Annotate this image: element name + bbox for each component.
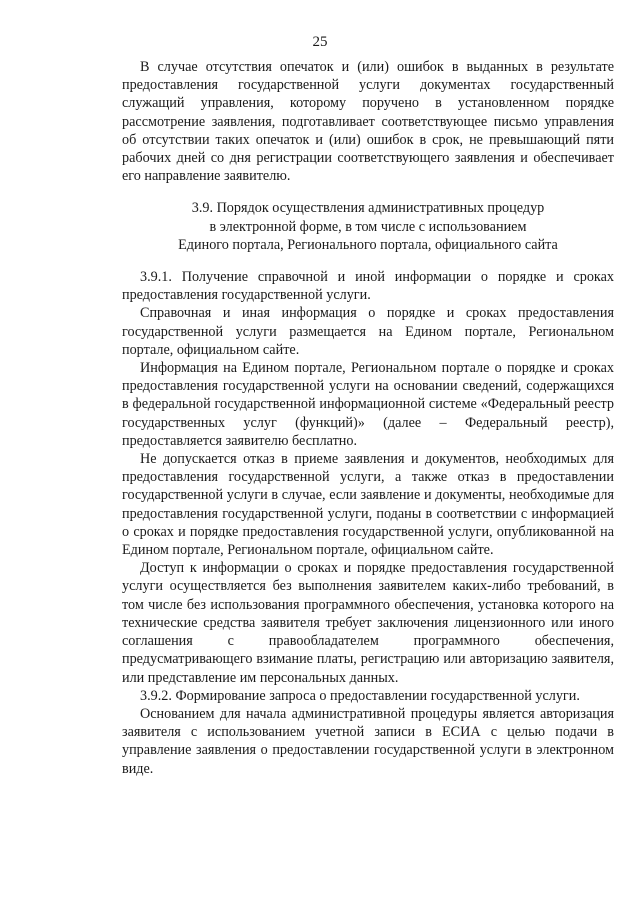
section-heading: [122, 199, 614, 254]
paragraph-portal-info: Информация на Едином портале, Региональном портале о порядке и сроках предоставления государственной услуги на основании сведений, содержащихся в федеральной государственной информационной системе «Федеральный реестр государственных услуг (функций)» (далее – Федеральный реестр), предоставляется заявителю бесплатно.: [122, 360, 614, 449]
paragraph-access: Доступ к информации о сроках и порядке предоставления государственной услуги осуществляется без выполнения заявителем каких-либо требований, в том числе без использования программного обеспечения, установка которого на технические средства заявителя требует заключения лицензионного или иного соглашения с правообладателем программного обеспечения, предусматривающего взимание платы, регистрацию или авторизацию заявителя, или представление им персональных данных.: [122, 560, 614, 686]
paragraph-basis: Основанием для начала административной процедуры является авторизация заявителя с использованием учетной записи в ЕСИА с целью подачи в управление заявления о предоставлении государственной услуги в электронном виде.: [122, 705, 614, 777]
heading-line-3: Единого портала, Регионального портала, официального сайта: [178, 236, 558, 253]
paragraph-3-9-1: 3.9.1. Получение справочной и иной информации о порядке и сроках предоставления государственной услуги.: [122, 269, 614, 304]
paragraph-no-refusal: Не допускается отказ в приеме заявления и документов, необходимых для предоставления государственной услуги, а также отказ в предоставлении государственной услуги в случае, если заявление и документы, необходимые для предоставления государственной услуги, поданы в соответствии с информацией о сроках и порядке предоставления государственной услуги, опубликованной на Едином портале, Региональном портале, официальном сайте.: [122, 451, 614, 559]
heading-line-1: 3.9. Порядок осуществления административных процедур: [191, 200, 545, 217]
paragraph-typo-response: В случае отсутствия опечаток и (или) ошибок в выданных в результате предоставления государственной услуги документах государственный служащий управления, которому поручено в установленном порядке рассмотрение заявления, подготавливает соответствующее письмо управления об отсутствии таких опечаток и (или) ошибок в срок, не превышающий пяти рабочих дней со дня регистрации соответствующего заявления и обеспечивает его направление заявителю.: [122, 59, 614, 185]
document-body: [122, 58, 614, 778]
page-number: 25: [312, 34, 328, 50]
heading-line-2: в электронной форме, в том числе с использованием: [209, 218, 527, 235]
paragraph-3-9-2: 3.9.2. Формирование запроса о предоставлении государственной услуги.: [140, 687, 580, 704]
paragraph-reference-info: Справочная и иная информация о порядке и сроках предоставления государственной услуги размещается на Едином портале, Региональном портале, официальном сайте.: [122, 305, 614, 358]
